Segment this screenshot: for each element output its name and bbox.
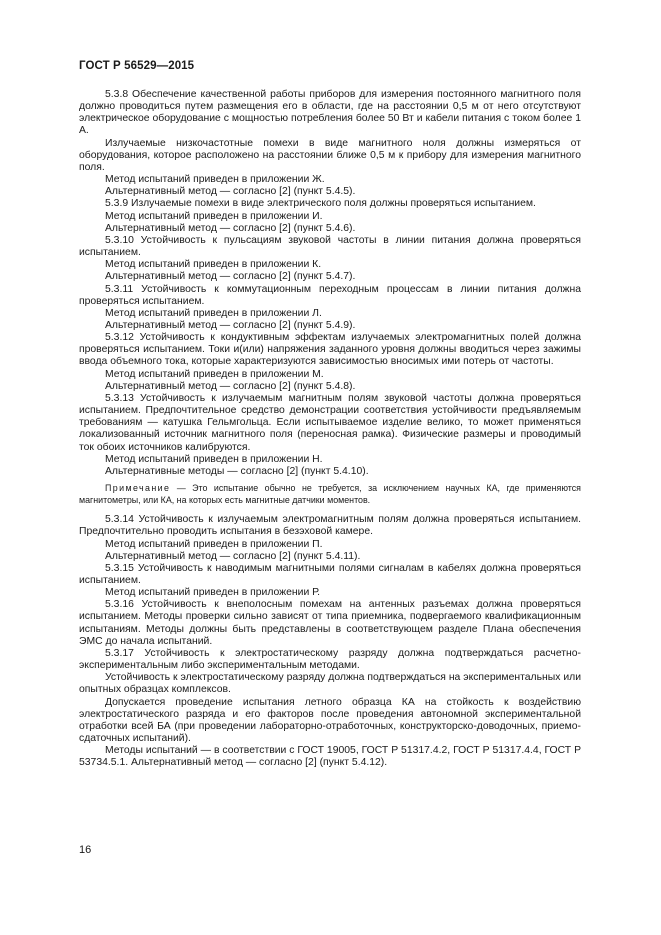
alt-method-5-4-8: Альтернативный метод — согласно [2] (пункт 5.4.8).: [105, 380, 356, 392]
paragraph-test-methods: Методы испытаний — в соответствии с ГОСТ 19005, ГОСТ Р 51317.4.2, ГОСТ Р 51317.4.4, ГОСТ Р 53734.5.1. Альтернативный метод — согласно [2] (пункт 5.4.12).: [79, 745, 581, 769]
alt-method-5-4-11: Альтернативный метод — согласно [2] (пункт 5.4.11).: [105, 550, 361, 562]
test-method-i: Метод испытаний приведен в приложении И.: [105, 210, 323, 222]
alt-method-5-4-7: Альтернативный метод — согласно [2] (пункт 5.4.7).: [105, 271, 356, 283]
paragraph-lf-emissions: Излучаемые низкочастотные помехи в виде магнитного ноля должны измеряться от оборудования, которое расположено на расстоянии ближе 0,5 м к прибору для измерения магнитного поля.: [79, 137, 581, 173]
paragraph-5-3-10: 5.3.10 Устойчивость к пульсациям звуковой частоты в линии питания должна проверяться испытанием.: [79, 234, 581, 259]
paragraph-5-3-11: 5.3.11 Устойчивость к коммутационным переходным процессам в линии питания должна проверяться испытанием.: [79, 283, 581, 307]
test-method-p: Метод испытаний приведен в приложении П.: [105, 538, 323, 550]
note-label: Примечание: [105, 483, 171, 493]
test-method-n: Метод испытаний приведен в приложении Н.: [105, 453, 323, 465]
alt-method-5-4-5: Альтернативный метод — согласно [2] (пункт 5.4.5).: [105, 186, 356, 198]
paragraph-5-3-9: 5.3.9 Излучаемые помехи в виде электрического поля должны проверяться испытанием.: [105, 198, 536, 210]
paragraph-5-3-14: 5.3.14 Устойчивость к излучаемым электромагнитным полям должна проверяться испытанием. Предпочтительно проводить испытания в безэховой камере.: [79, 514, 581, 538]
paragraph-5-3-17: 5.3.17 Устойчивость к электростатическому разряду должна подтверждаться расчетно-экспериментальным либо экспериментальным методами.: [79, 647, 581, 672]
test-method-m: Метод испытаний приведен в приложении М.: [105, 368, 324, 380]
paragraph-5-3-16: 5.3.16 Устойчивость к внеполосным помехам на антенных разъемах должна проверяться испытанием. Методы проверки сильно зависят от типа приемника, подвергаемого квалификационным испытаниям. Методы должны быть представлены в соответствующем разделе Плана обеспечения ЭМС до начала испытаний.: [79, 599, 581, 647]
paragraph-esd-samples: Устойчивость к электростатическому разряду должна подтверждаться на экспериментальных или опытных образцах комплексов.: [79, 672, 581, 696]
note: [79, 483, 581, 506]
document-body: [79, 89, 581, 769]
alt-method-5-4-6: Альтернативный метод — согласно [2] (пункт 5.4.6).: [105, 222, 356, 234]
test-method-l: Метод испытаний приведен в приложении Л.: [105, 307, 322, 319]
test-method-r: Метод испытаний приведен в приложении Р.: [105, 587, 320, 599]
paragraph-esd-flight-model: Допускается проведение испытания летного образца КА на стойкость к воздействию электростатического разряда и его факторов после проведения автономной экспериментальной отработки всей БА (при проведении лабораторно-отработочных, конструкторско-доводочных, приемо-сдаточных испытаний).: [79, 696, 581, 744]
paragraph-5-3-12: 5.3.12 Устойчивость к кондуктивным эффектам излучаемых электромагнитных полей должна проверяться испытанием. Токи и(или) напряжения заданного уровня должны вводиться через зажимы ввода объемного тока, которые характеризуются зависимостью вносимых ими потерь от частоты.: [79, 332, 581, 368]
document-header: ГОСТ Р 56529—2015: [79, 60, 195, 72]
paragraph-5-3-15: 5.3.15 Устойчивость к наводимым магнитными полями сигналам в кабелях должна проверяться испытанием.: [79, 562, 581, 586]
paragraph-5-3-13: 5.3.13 Устойчивость к излучаемым магнитным полям звуковой частоты должна проверяться испытанием. Предпочтительное средство демонстрации соответствия устойчивости предъявляемым требованиям — катушка Гельмгольца. Если испытываемое изделие велико, то может применяться локализованный источник магнитного поля (переносная рамка). Физические размеры и проводимый ток обоих источников калибруются.: [79, 392, 581, 453]
test-method-zh: Метод испытаний приведен в приложении Ж.: [105, 174, 325, 186]
test-method-k: Метод испытаний приведен в приложении К.: [105, 259, 322, 271]
note-text: — Это испытание обычно не требуется, за исключением научных КА, где применяются магнитометры, или КА, на которых есть магнитные датчики моментов.: [79, 483, 581, 505]
alt-method-5-4-10: Альтернативные методы — согласно [2] (пункт 5.4.10).: [105, 465, 369, 477]
alt-method-5-4-9: Альтернативный метод — согласно [2] (пункт 5.4.9).: [105, 319, 356, 331]
page-number: 16: [79, 844, 92, 856]
paragraph-5-3-8: 5.3.8 Обеспечение качественной работы приборов для измерения постоянного магнитного поля должно проводиться путем размещения его в области, где на расстоянии 0,5 м от него отсутствуют электрическое оборудование с мощностью потребления более 50 Вт и кабели питания с током более 1 А.: [79, 89, 581, 137]
